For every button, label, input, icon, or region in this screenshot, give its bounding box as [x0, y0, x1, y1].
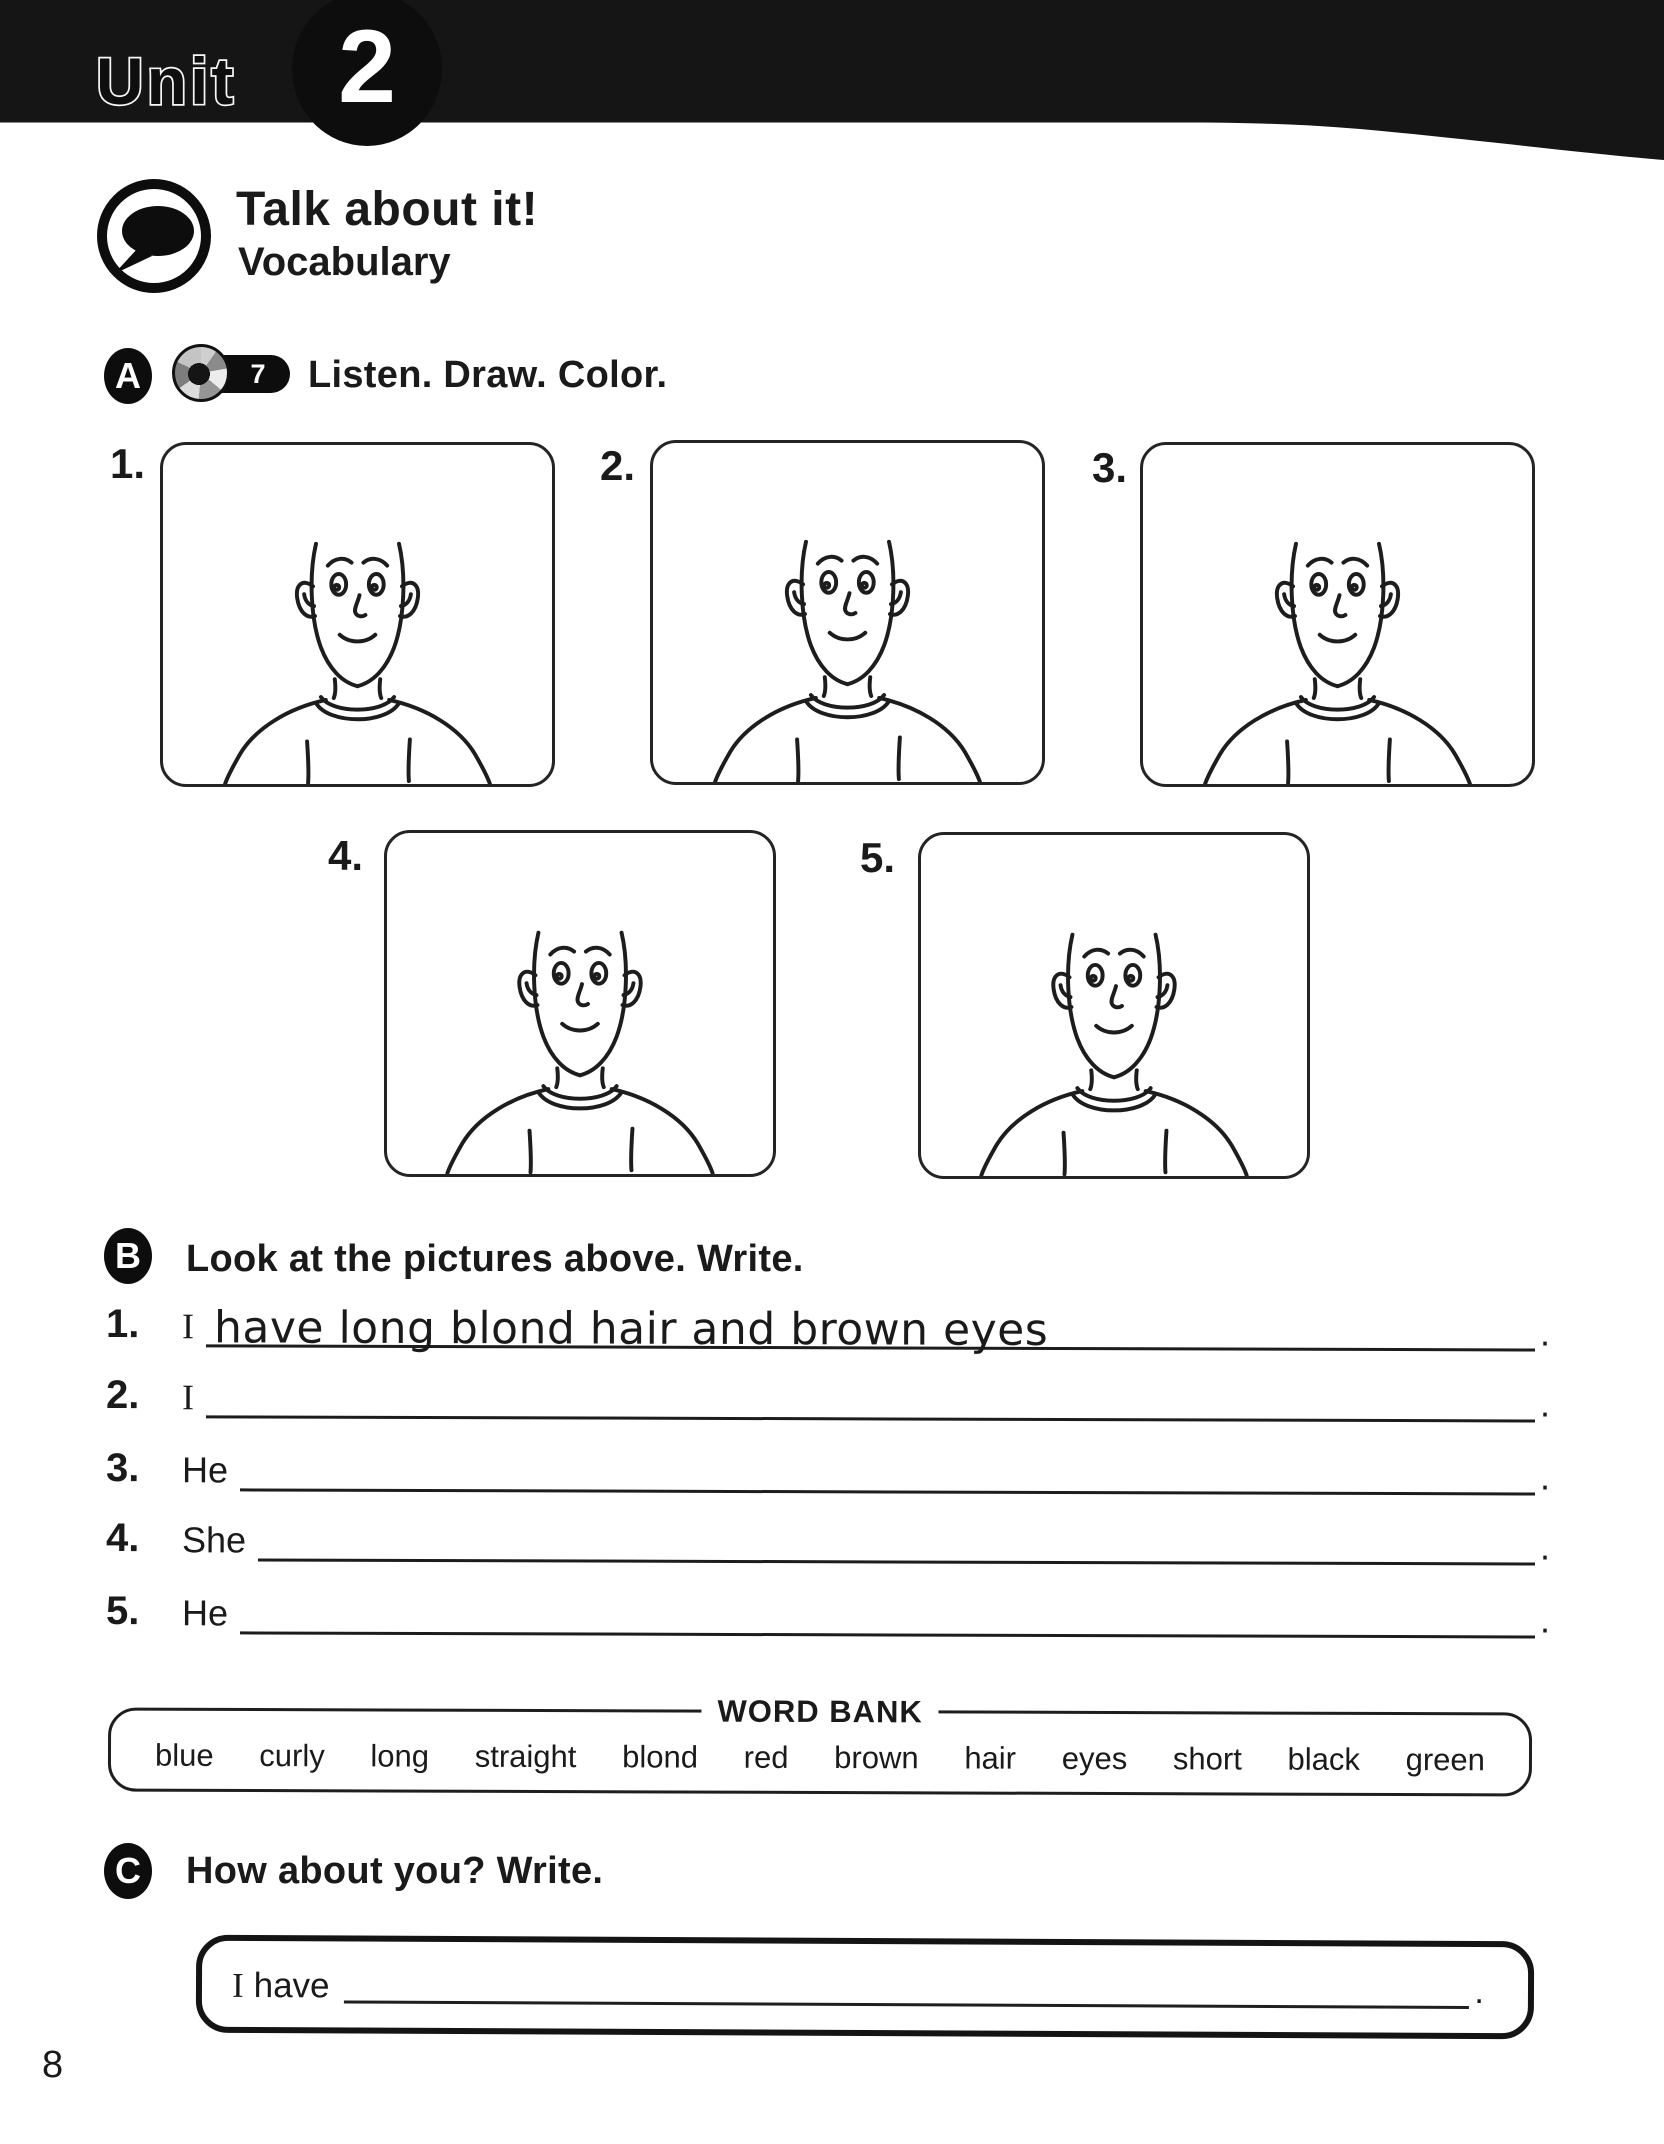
picture-label-4: 4.	[328, 832, 364, 879]
page-title: Talk about it!	[236, 183, 539, 236]
section-b-badge: B	[104, 1228, 152, 1284]
handwritten-answer: have long blond hair and brown eyes	[213, 1302, 1049, 1356]
write-line-row-2	[106, 1348, 1550, 1423]
writing-prompt-lead: I	[231, 1965, 244, 2005]
line-number: 3.	[106, 1446, 140, 1491]
picture-box-1[interactable]	[160, 442, 555, 787]
word-bank-word: black	[1287, 1741, 1361, 1777]
line-number: 4.	[106, 1516, 140, 1561]
page-number: 8	[42, 2044, 64, 2086]
cd-track-number: 7	[202, 355, 290, 393]
writing-prompt-verb: have	[253, 1966, 330, 2006]
write-line-row-3	[106, 1421, 1550, 1496]
picture-label-2: 2.	[600, 442, 636, 489]
writing-period: .	[1474, 1971, 1485, 2012]
cd-icon	[172, 344, 294, 404]
answer-blank-line[interactable]	[206, 1364, 1535, 1422]
word-bank-word: blond	[622, 1739, 699, 1775]
picture-box-2[interactable]	[650, 440, 1045, 785]
face-drawing	[163, 445, 552, 784]
answer-blank-line[interactable]	[206, 1293, 1535, 1356]
line-lead-word: He	[182, 1592, 229, 1634]
word-bank-word: short	[1172, 1741, 1242, 1777]
word-bank-title: WORD BANK	[701, 1694, 938, 1731]
speech-bubble-icon	[92, 174, 216, 298]
unit-banner	[0, 0, 1664, 172]
writing-blank-line[interactable]	[343, 1990, 1469, 2009]
answer-blank-line[interactable]	[240, 1580, 1535, 1638]
cd-disc-icon	[172, 344, 230, 402]
word-bank	[108, 1693, 1532, 1797]
write-line-row-4	[106, 1491, 1550, 1566]
face-drawing	[1143, 445, 1532, 784]
word-bank-word: eyes	[1061, 1740, 1128, 1777]
write-line-row-1	[106, 1277, 1551, 1356]
write-line-row-5	[106, 1564, 1550, 1639]
face-drawing	[921, 835, 1307, 1176]
word-bank-word: curly	[259, 1738, 325, 1774]
word-bank-word: brown	[834, 1740, 919, 1776]
line-lead-word: I	[182, 1377, 195, 1418]
section-a-instruction: Listen. Draw. Color.	[308, 354, 668, 396]
picture-box-5[interactable]	[918, 832, 1310, 1179]
answer-blank-line[interactable]	[240, 1437, 1535, 1495]
line-period: .	[1539, 1312, 1551, 1354]
word-bank-word: long	[370, 1738, 430, 1774]
page-subtitle: Vocabulary	[238, 240, 451, 284]
word-bank-word: red	[743, 1739, 789, 1775]
line-period: .	[1539, 1456, 1551, 1498]
unit-number: 2	[338, 9, 396, 125]
word-bank-word: green	[1405, 1742, 1486, 1778]
unit-label: Unit	[96, 44, 237, 118]
word-bank-word: straight	[474, 1738, 577, 1775]
picture-box-3[interactable]	[1140, 442, 1535, 787]
line-period: .	[1539, 1383, 1551, 1425]
line-period: .	[1539, 1599, 1551, 1641]
line-lead-word: He	[182, 1449, 229, 1491]
word-bank-word: hair	[964, 1740, 1017, 1776]
answer-blank-line[interactable]	[258, 1507, 1535, 1565]
line-number: 5.	[106, 1589, 140, 1634]
section-c-badge: C	[104, 1843, 152, 1899]
face-drawing	[653, 443, 1042, 782]
section-b-instruction: Look at the pictures above. Write.	[186, 1238, 804, 1280]
picture-label-5: 5.	[860, 834, 896, 881]
word-bank-word: blue	[154, 1737, 214, 1773]
writing-prompt	[231, 1965, 330, 2006]
picture-label-3: 3.	[1092, 444, 1128, 491]
line-lead-word: She	[182, 1519, 247, 1561]
section-c-instruction: How about you? Write.	[186, 1850, 604, 1892]
line-number: 2.	[106, 1373, 140, 1418]
line-period: .	[1539, 1526, 1551, 1568]
face-drawing	[387, 833, 773, 1174]
line-number: 1.	[106, 1302, 140, 1347]
writing-box	[196, 1935, 1534, 2040]
picture-box-4[interactable]	[384, 830, 776, 1177]
line-lead-word: I	[182, 1306, 195, 1347]
section-a-badge: A	[104, 348, 152, 404]
picture-label-1: 1.	[110, 440, 146, 487]
